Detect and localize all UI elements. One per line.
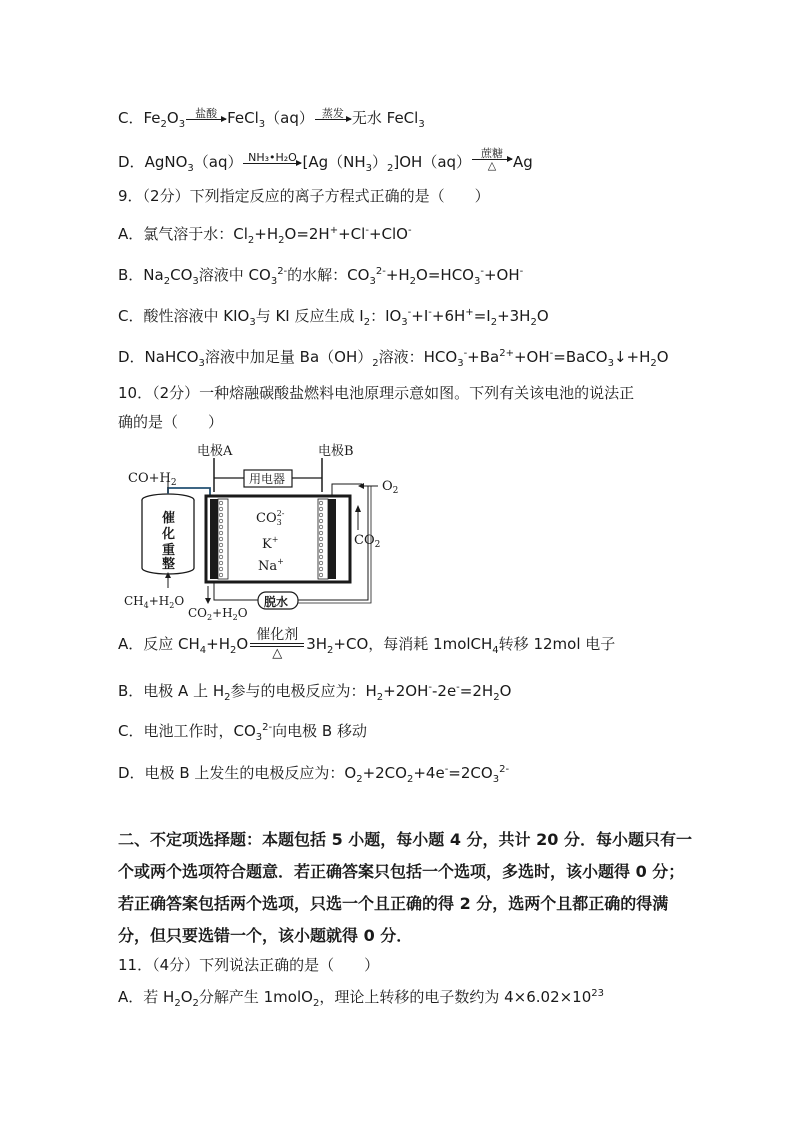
reaction-arrow — [472, 148, 512, 171]
q8-option-c — [118, 108, 425, 128]
q10-option-b — [118, 681, 511, 701]
option-label: D． — [118, 153, 145, 171]
text: ：IO — [370, 307, 402, 325]
q9-option-c — [118, 306, 549, 326]
subscript: 2 — [174, 998, 181, 1009]
q9-option-d — [118, 347, 669, 367]
subscript: 2 — [278, 235, 285, 246]
superscript: - — [480, 266, 484, 277]
subscript: 4 — [199, 645, 207, 656]
fuel-cell-diagram — [122, 440, 412, 620]
q10-stem-line1: 10．（2分）一种熔融碳酸盐燃料电池原理示意如图。下列有关该电池的说法正 — [118, 384, 635, 402]
text: D．电极 B 上发生的电极反应为：O — [118, 764, 357, 782]
text: CO — [170, 266, 193, 284]
superscript: 2- — [375, 266, 386, 277]
superscript: - — [365, 225, 369, 236]
text: A．若 H — [118, 988, 175, 1006]
formula-text: [Ag（NH — [302, 153, 366, 171]
subscript: 2 — [356, 774, 363, 785]
text: A．氯气溶于水：Cl — [118, 225, 248, 243]
subscript: 2 — [230, 645, 237, 656]
superscript: 2+ — [499, 348, 514, 359]
superscript: - — [428, 682, 432, 693]
reformer-char: 催 — [162, 511, 176, 526]
section2-line3: 若正确答案包括两个选项，只选一个且正确的得 2 分，选两个且都正确的得满 — [118, 894, 669, 913]
subscript: 2 — [493, 692, 500, 703]
subscript: 2 — [163, 276, 171, 287]
subscript: 2 — [312, 998, 320, 1009]
text: 分解产生 1molO — [198, 988, 313, 1006]
text: B．电极 A 上 H — [118, 682, 225, 700]
oxygen-label: $O_2$ — [382, 479, 399, 496]
subscript: 2 — [490, 317, 498, 328]
formula-text: ） — [371, 153, 387, 171]
text: 转移 12mol 电子 — [498, 635, 616, 653]
text: +3H — [497, 307, 531, 325]
subscript: 2 — [406, 774, 414, 785]
ion-potassium: K+ — [262, 535, 279, 552]
reaction-arrow — [186, 108, 226, 120]
subscript: 3 — [255, 732, 263, 743]
text: 溶液中加足量 Ba（OH） — [204, 348, 373, 366]
text: +2CO — [362, 764, 407, 782]
eq-condition: 催化剂 — [256, 627, 299, 643]
text: +ClO — [368, 225, 408, 243]
q9-option-b — [118, 265, 523, 285]
text: 的水解：CO — [287, 266, 370, 284]
text: O — [499, 682, 512, 700]
text: A．反应 CH — [118, 635, 200, 653]
text: 与 KI 反应生成 I — [255, 307, 364, 325]
q11-option-a — [118, 987, 604, 1007]
eq-condition: △ — [272, 646, 283, 661]
superscript: + — [329, 225, 339, 236]
text: D．NaHCO — [118, 348, 199, 366]
q11-stem: 11．（4分）下列说法正确的是（ ） — [118, 956, 380, 974]
text: O — [656, 348, 669, 366]
text: O=2H — [284, 225, 330, 243]
text: +OH — [483, 266, 520, 284]
subscript: 3 — [192, 276, 199, 287]
q10-option-a — [118, 628, 615, 661]
arrow-condition: NH₃•H₂O — [248, 151, 297, 164]
text: 溶液：HCO — [378, 348, 458, 366]
arrow-condition: 蔗糖 — [481, 147, 504, 160]
superscript: - — [407, 307, 412, 318]
formula-text: AgNO — [144, 153, 188, 171]
feed-bottom-label: $CH_4+H_2O$ — [124, 594, 185, 610]
arrow-condition: △ — [487, 159, 497, 172]
text: O=HCO — [416, 266, 474, 284]
text: -2e — [431, 682, 457, 700]
text: +Cl — [338, 225, 366, 243]
superscript: + — [465, 307, 474, 318]
text: B．Na — [118, 266, 164, 284]
subscript: 3 — [270, 276, 278, 287]
subscript: 3 — [198, 358, 205, 369]
arrow-condition: 盐酸 — [195, 107, 218, 120]
arrow-condition: 蒸发 — [321, 107, 344, 120]
text: +Ba — [467, 348, 500, 366]
subscript: 3 — [401, 317, 408, 328]
subscript: 3 — [258, 119, 266, 130]
text: C．酸性溶液中 KIO — [118, 307, 250, 325]
formula-text: ]OH（aq） — [393, 153, 472, 171]
q10-option-c — [118, 721, 367, 741]
superscript: 2- — [499, 764, 510, 775]
subscript: 3 — [457, 358, 464, 369]
text: 溶液中 CO — [198, 266, 271, 284]
reaction-arrow — [315, 108, 351, 120]
text: +2OH — [383, 682, 429, 700]
subscript: 2 — [530, 317, 537, 328]
option-label: C． — [118, 109, 144, 127]
superscript: - — [444, 764, 449, 775]
q9-option-a — [118, 224, 412, 244]
subscript: 3 — [369, 276, 376, 287]
superscript: - — [428, 307, 432, 318]
superscript: 2- — [277, 266, 288, 277]
text: +I — [411, 307, 429, 325]
text: =2H — [459, 682, 494, 700]
subscript: 3 — [365, 163, 372, 174]
text: +H — [385, 266, 410, 284]
section2-line2: 个或两个选项符合题意．若正确答案只包括一个选项，多选时，该小题得 0 分； — [118, 862, 685, 881]
superscript: - — [549, 348, 554, 359]
subscript: 3 — [492, 774, 500, 785]
subscript: 2 — [224, 692, 231, 703]
subscript: 2 — [376, 692, 384, 703]
formula-text: 无水 FeCl — [351, 109, 419, 127]
formula-text: O — [166, 109, 179, 127]
text: =2CO — [448, 764, 493, 782]
superscript: 23 — [591, 988, 604, 999]
text: +H — [254, 225, 279, 243]
superscript: - — [519, 266, 524, 277]
feed-top-label: $CO+H_2$ — [128, 471, 177, 488]
subscript: 2 — [192, 998, 199, 1009]
superscript: - — [463, 348, 468, 359]
subscript: 3 — [249, 317, 256, 328]
formula-text: Ag — [513, 153, 533, 171]
subscript: 4 — [492, 645, 499, 656]
q10-option-d — [118, 763, 509, 783]
subscript: 2 — [247, 235, 255, 246]
subscript: 2 — [387, 163, 394, 174]
text: 参与的电极反应为：H — [230, 682, 377, 700]
subscript: 3 — [187, 163, 194, 174]
subscript: 2 — [409, 276, 417, 287]
formula-text: Fe — [143, 109, 161, 127]
text: +6H — [431, 307, 466, 325]
superscript: - — [407, 225, 412, 236]
text: O — [180, 988, 193, 1006]
q8-option-d — [118, 146, 533, 172]
reformer-char: 整 — [162, 557, 176, 572]
electrode-b-label: 电极B — [318, 444, 354, 459]
superscript: 2- — [262, 722, 273, 733]
text: O — [536, 307, 549, 325]
section2-line1: 二、不定项选择题：本题包括 5 小题，每小题 4 分，共计 20 分．每小题只有一 — [118, 830, 692, 849]
q10-stem-line2: 确的是（ ） — [118, 413, 224, 431]
text: 3H — [306, 635, 328, 653]
appliance-label: 用电器 — [249, 472, 286, 486]
subscript: 2 — [160, 119, 167, 130]
reformer-char: 化 — [162, 527, 176, 542]
subscript: 3 — [418, 119, 425, 130]
text: +4e — [413, 764, 445, 782]
formula-text: FeCl — [227, 109, 259, 127]
subscript: 2 — [372, 358, 379, 369]
text: +H — [206, 635, 231, 653]
text: =BaCO — [553, 348, 608, 366]
q9-stem: 9．（2分）下列指定反应的离子方程式正确的是（ ） — [118, 187, 490, 205]
section2-line4: 分，但只要选错一个，该小题就得 0 分． — [118, 926, 413, 945]
superscript: - — [456, 682, 460, 693]
subscript: 3 — [607, 358, 614, 369]
subscript: 3 — [473, 276, 481, 287]
text: +OH — [513, 348, 550, 366]
formula-text: （aq） — [265, 109, 314, 127]
text: +CO，每消耗 1molCH — [333, 635, 493, 653]
text: O — [236, 635, 249, 653]
exhaust-label: $CO_2+H_2O$ — [188, 606, 248, 620]
subscript: 2 — [327, 645, 334, 656]
subscript: 3 — [178, 119, 186, 130]
formula-text: （aq） — [193, 153, 243, 171]
reaction-arrow — [243, 152, 301, 164]
text: ，理论上转移的电子数约为 4×6.02×10 — [319, 988, 592, 1006]
subscript: 2 — [650, 358, 657, 369]
ion-carbonate: $CO_32-$ — [256, 509, 285, 527]
ion-sodium: Na+ — [258, 557, 284, 574]
dehydrator-label: 脱水 — [264, 595, 289, 609]
text: =I — [473, 307, 491, 325]
subscript: 2 — [363, 317, 371, 328]
text: ↓+H — [613, 348, 651, 366]
text: 向电极 B 移动 — [272, 722, 367, 740]
co2-label: $CO_2$ — [354, 533, 381, 550]
reaction-equals — [250, 628, 304, 661]
text: C．电池工作时，CO — [118, 722, 256, 740]
reformer-char: 重 — [162, 543, 176, 558]
electrode-a-label: 电极A — [197, 444, 233, 459]
